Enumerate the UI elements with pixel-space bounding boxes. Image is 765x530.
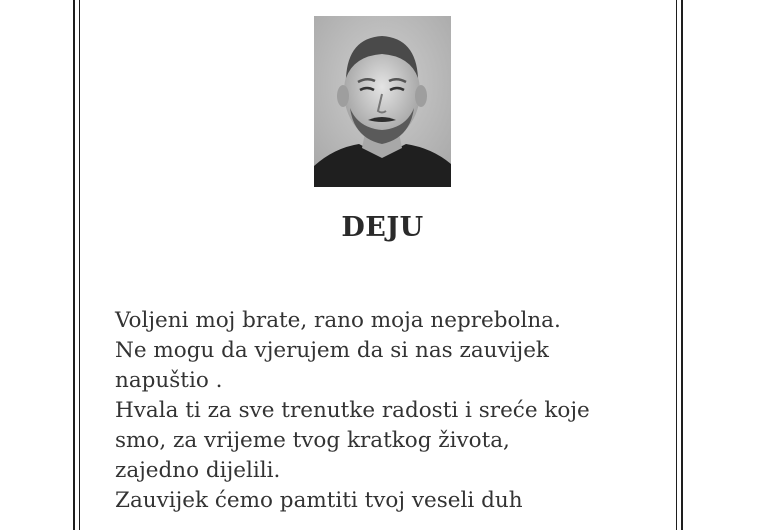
deceased-name: DEJU (341, 212, 424, 243)
message-line: Zauvijek ćemo pamtiti tvoj veseli duh (115, 488, 523, 513)
message-line: smo, za vrijeme tvog kratkog života, (115, 428, 510, 453)
message-line: zajedno dijelili. (115, 458, 281, 483)
message-line: Hvala ti za sve trenutke radosti i sreće koje (115, 398, 590, 423)
obituary-message (115, 306, 675, 516)
message-line: napuštio . (115, 368, 223, 393)
message-line: Voljeni moj brate, rano moja neprebolna. (115, 308, 561, 333)
message-line: Ne mogu da vjerujem da si nas zauvijek (115, 338, 549, 363)
portrait-photo (314, 16, 451, 187)
